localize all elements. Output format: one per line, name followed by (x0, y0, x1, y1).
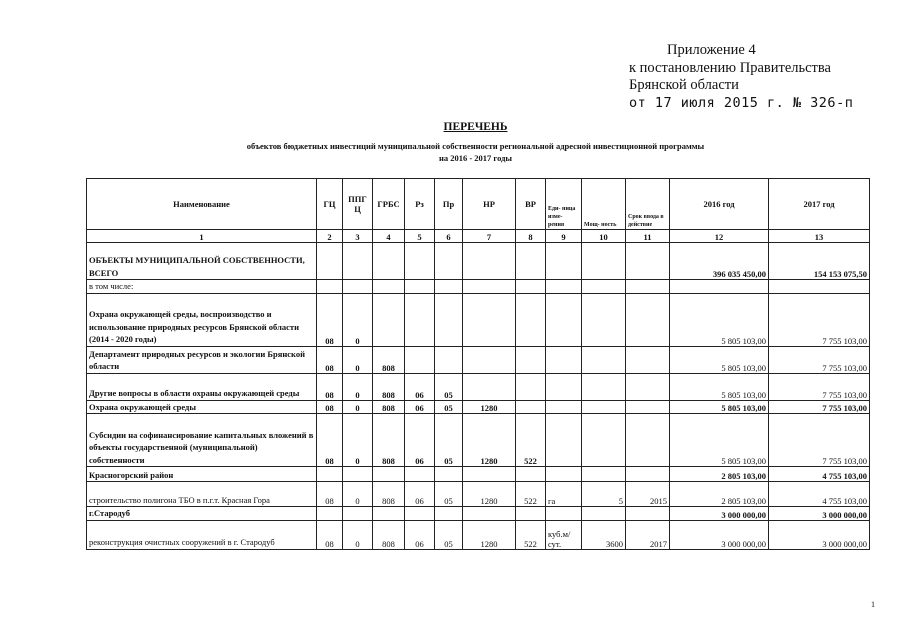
header-cell: 2017 год (769, 179, 870, 230)
cell-name: строительство полигона ТБО в п.г.т. Красная Гора (87, 482, 317, 507)
table-row (87, 293, 870, 346)
cell-y2017: 3 000 000,00 (769, 507, 870, 521)
cell-unit: га (546, 482, 582, 507)
header-cell: Рз (405, 179, 435, 230)
cell-nr (463, 373, 516, 400)
cell-name: Охрана окружающей среды, воспроизводство и использование природных ресурсов Брянской области (2014 - 2020 годы) (87, 293, 317, 346)
cell-pr (435, 346, 463, 373)
cell-grbs (373, 507, 405, 521)
cell-ppgc (343, 467, 373, 482)
cell-rz: 06 (405, 400, 435, 414)
cell-ppgc: 0 (343, 293, 373, 346)
cell-vr (516, 293, 546, 346)
cell-name: в том числе: (87, 280, 317, 294)
cell-gc: 08 (317, 414, 343, 467)
table-row (87, 280, 870, 294)
cell-gc: 08 (317, 293, 343, 346)
cell-nr (463, 280, 516, 294)
cell-name: Субсидии на софинансирование капитальных вложений в объекты государственной (муниципальной) собственности (87, 414, 317, 467)
cell-capacity (582, 400, 626, 414)
cell-y2017: 7 755 103,00 (769, 414, 870, 467)
cell-y2017: 7 755 103,00 (769, 346, 870, 373)
cell-unit (546, 467, 582, 482)
cell-name: Красногорский район (87, 467, 317, 482)
cell-term: 2015 (626, 482, 670, 507)
cell-gc: 08 (317, 346, 343, 373)
subtitle-line: на 2016 - 2017 годы (438, 153, 513, 163)
column-number: 12 (670, 230, 769, 243)
cell-term: 2017 (626, 520, 670, 549)
cell-vr: 522 (516, 482, 546, 507)
document-subtitle (0, 140, 905, 164)
cell-nr: 1280 (463, 400, 516, 414)
cell-capacity: 3600 (582, 520, 626, 549)
table-row (87, 346, 870, 373)
cell-y2017: 3 000 000,00 (769, 520, 870, 549)
column-number: 6 (435, 230, 463, 243)
header-cell: ВР (516, 179, 546, 230)
cell-pr (435, 280, 463, 294)
cell-y2016: 5 805 103,00 (670, 400, 769, 414)
cell-name: Другие вопросы в области охраны окружающей среды (87, 373, 317, 400)
appendix-line: Приложение 4 (667, 42, 756, 58)
cell-y2016 (670, 280, 769, 294)
appendix-block (629, 42, 853, 112)
cell-y2017: 4 755 103,00 (769, 467, 870, 482)
cell-capacity (582, 243, 626, 280)
cell-name: Охрана окружающей среды (87, 400, 317, 414)
cell-nr (463, 467, 516, 482)
cell-term (626, 293, 670, 346)
cell-rz (405, 280, 435, 294)
cell-y2016: 5 805 103,00 (670, 373, 769, 400)
table-row (87, 520, 870, 549)
cell-ppgc: 0 (343, 400, 373, 414)
cell-unit (546, 507, 582, 521)
cell-gc (317, 507, 343, 521)
column-number: 10 (582, 230, 626, 243)
header-cell: 2016 год (670, 179, 769, 230)
cell-vr (516, 373, 546, 400)
cell-rz (405, 243, 435, 280)
cell-y2017: 7 755 103,00 (769, 400, 870, 414)
cell-grbs: 808 (373, 346, 405, 373)
cell-ppgc (343, 280, 373, 294)
cell-y2017: 154 153 075,50 (769, 243, 870, 280)
cell-unit (546, 414, 582, 467)
cell-capacity (582, 346, 626, 373)
cell-y2016: 396 035 450,00 (670, 243, 769, 280)
table-row (87, 467, 870, 482)
column-number-row (87, 230, 870, 243)
investment-table (86, 178, 870, 550)
cell-name: Департамент природных ресурсов и экологии Брянской области (87, 346, 317, 373)
appendix-line: Брянской области (629, 77, 739, 93)
cell-capacity: 5 (582, 482, 626, 507)
appendix-date-line: от 17 июля 2015 г. № 326-п (629, 94, 854, 111)
cell-pr (435, 467, 463, 482)
cell-unit: куб.м/сут. (546, 520, 582, 549)
cell-y2017: 7 755 103,00 (769, 293, 870, 346)
cell-y2016: 5 805 103,00 (670, 414, 769, 467)
cell-gc: 08 (317, 520, 343, 549)
cell-y2016: 3 000 000,00 (670, 520, 769, 549)
column-number: 4 (373, 230, 405, 243)
cell-vr (516, 507, 546, 521)
cell-nr: 1280 (463, 482, 516, 507)
column-number: 2 (317, 230, 343, 243)
cell-y2017: 7 755 103,00 (769, 373, 870, 400)
header-cell: ППГ Ц (343, 179, 373, 230)
cell-rz (405, 507, 435, 521)
cell-pr (435, 293, 463, 346)
cell-rz (405, 293, 435, 346)
header-cell: ГРБС (373, 179, 405, 230)
header-cell: Срок ввода в действие (626, 179, 670, 230)
cell-pr: 05 (435, 400, 463, 414)
cell-pr (435, 243, 463, 280)
cell-term (626, 243, 670, 280)
cell-grbs: 808 (373, 400, 405, 414)
cell-capacity (582, 414, 626, 467)
cell-rz (405, 467, 435, 482)
cell-ppgc: 0 (343, 520, 373, 549)
cell-name: г.Стародуб (87, 507, 317, 521)
cell-term (626, 280, 670, 294)
cell-unit (546, 373, 582, 400)
cell-name: реконструкция очистных сооружений в г. Стародуб (87, 520, 317, 549)
cell-unit (546, 243, 582, 280)
cell-rz (405, 346, 435, 373)
cell-nr (463, 293, 516, 346)
column-number: 13 (769, 230, 870, 243)
column-number: 11 (626, 230, 670, 243)
column-number: 8 (516, 230, 546, 243)
column-number: 5 (405, 230, 435, 243)
cell-vr (516, 243, 546, 280)
cell-pr: 05 (435, 482, 463, 507)
cell-name: ОБЪЕКТЫ МУНИЦИПАЛЬНОЙ СОБСТВЕННОСТИ, ВСЕГО (87, 243, 317, 280)
header-cell: НР (463, 179, 516, 230)
cell-rz: 06 (405, 482, 435, 507)
cell-grbs (373, 243, 405, 280)
cell-gc: 08 (317, 482, 343, 507)
cell-rz: 06 (405, 414, 435, 467)
cell-term (626, 346, 670, 373)
cell-vr (516, 467, 546, 482)
header-cell: ГЦ (317, 179, 343, 230)
cell-capacity (582, 467, 626, 482)
cell-term (626, 467, 670, 482)
column-number: 1 (87, 230, 317, 243)
table-row (87, 373, 870, 400)
cell-gc: 08 (317, 373, 343, 400)
cell-gc: 08 (317, 400, 343, 414)
cell-gc (317, 243, 343, 280)
cell-vr (516, 346, 546, 373)
header-cell: Наименование (87, 179, 317, 230)
cell-pr: 05 (435, 373, 463, 400)
cell-nr (463, 346, 516, 373)
cell-pr: 05 (435, 414, 463, 467)
subtitle-line: объектов бюджетных инвестиций муниципальной собственности региональной адресной инвестиционной программы (246, 141, 705, 151)
cell-grbs (373, 280, 405, 294)
cell-capacity (582, 293, 626, 346)
cell-unit (546, 400, 582, 414)
cell-vr (516, 400, 546, 414)
table-row (87, 507, 870, 521)
cell-nr (463, 243, 516, 280)
cell-term (626, 507, 670, 521)
cell-y2016: 5 805 103,00 (670, 293, 769, 346)
cell-rz: 06 (405, 520, 435, 549)
document-title: ПЕРЕЧЕНЬ (443, 121, 508, 133)
cell-unit (546, 280, 582, 294)
table-body (87, 243, 870, 550)
cell-nr (463, 507, 516, 521)
cell-unit (546, 293, 582, 346)
cell-y2017: 4 755 103,00 (769, 482, 870, 507)
cell-y2017 (769, 280, 870, 294)
cell-vr: 522 (516, 414, 546, 467)
cell-term (626, 373, 670, 400)
cell-y2016: 3 000 000,00 (670, 507, 769, 521)
cell-gc (317, 280, 343, 294)
cell-pr: 05 (435, 520, 463, 549)
cell-vr (516, 280, 546, 294)
cell-rz: 06 (405, 373, 435, 400)
table-row (87, 414, 870, 467)
column-number: 3 (343, 230, 373, 243)
header-cell: Мощ- ность (582, 179, 626, 230)
cell-capacity (582, 507, 626, 521)
cell-ppgc: 0 (343, 414, 373, 467)
cell-vr: 522 (516, 520, 546, 549)
page-number: 1 (871, 600, 875, 609)
cell-grbs (373, 293, 405, 346)
cell-grbs: 808 (373, 520, 405, 549)
column-number: 9 (546, 230, 582, 243)
cell-term (626, 414, 670, 467)
cell-ppgc: 0 (343, 346, 373, 373)
appendix-line: к постановлению Правительства (629, 59, 831, 76)
cell-ppgc: 0 (343, 373, 373, 400)
cell-grbs: 808 (373, 373, 405, 400)
cell-nr: 1280 (463, 414, 516, 467)
cell-grbs: 808 (373, 414, 405, 467)
cell-gc (317, 467, 343, 482)
cell-ppgc (343, 243, 373, 280)
cell-ppgc (343, 507, 373, 521)
table-header-row (87, 179, 870, 230)
cell-y2016: 2 805 103,00 (670, 467, 769, 482)
cell-ppgc: 0 (343, 482, 373, 507)
table-row (87, 243, 870, 280)
cell-grbs: 808 (373, 482, 405, 507)
cell-unit (546, 346, 582, 373)
cell-grbs (373, 467, 405, 482)
cell-term (626, 400, 670, 414)
table-row (87, 400, 870, 414)
header-cell: Пр (435, 179, 463, 230)
table-row (87, 482, 870, 507)
cell-capacity (582, 280, 626, 294)
cell-nr: 1280 (463, 520, 516, 549)
cell-y2016: 2 805 103,00 (670, 482, 769, 507)
column-number: 7 (463, 230, 516, 243)
header-cell: Еди- ница изме- рения (546, 179, 582, 230)
cell-pr (435, 507, 463, 521)
cell-y2016: 5 805 103,00 (670, 346, 769, 373)
cell-capacity (582, 373, 626, 400)
